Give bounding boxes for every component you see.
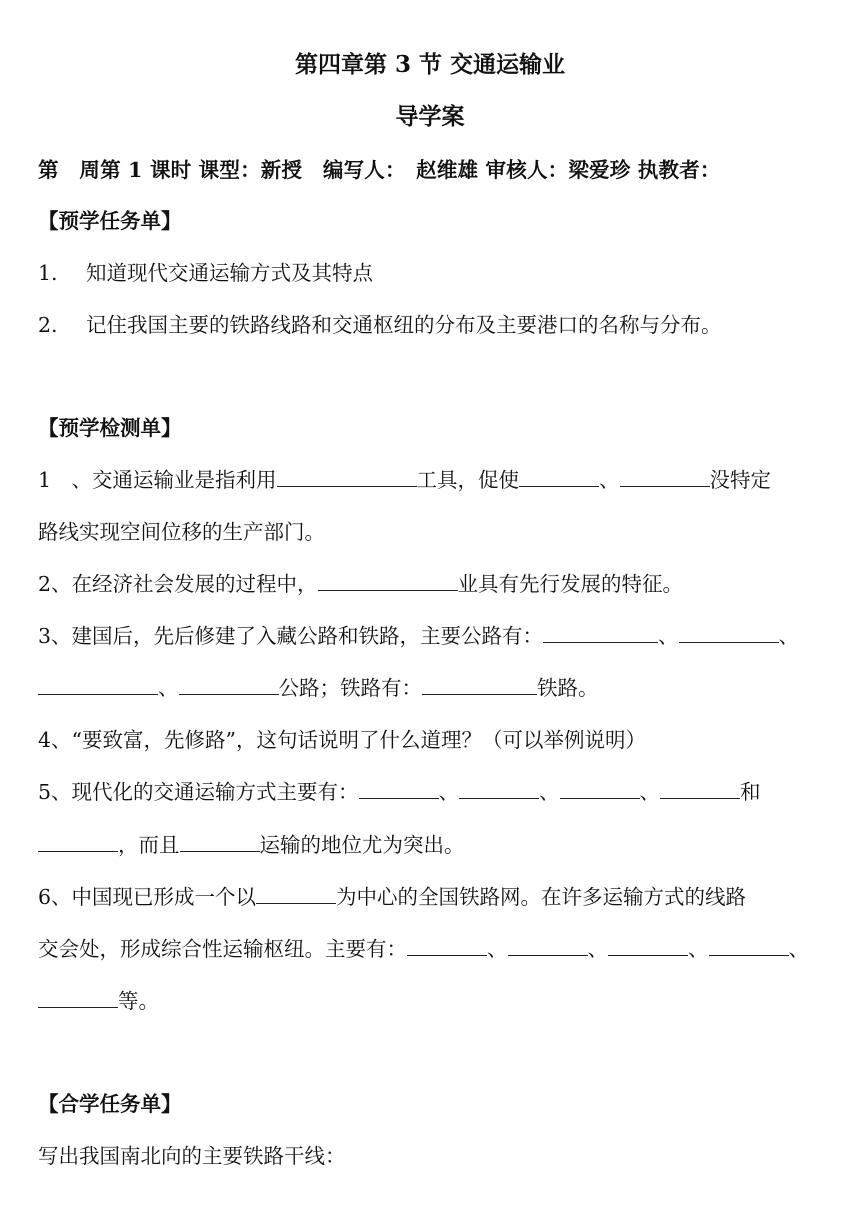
item-text: 知道现代交通运输方式及其特点 xyxy=(86,261,373,285)
q1-blank-2[interactable] xyxy=(519,466,599,487)
q6-blank-4[interactable] xyxy=(608,935,688,956)
q6-blank-1[interactable] xyxy=(256,883,336,904)
item-number: 2. xyxy=(38,313,58,337)
q6-text-a: 6、中国现已形成一个以 xyxy=(38,885,257,909)
q5-blank-6[interactable] xyxy=(180,831,260,852)
q5-blank-5[interactable] xyxy=(38,831,118,852)
q1-text-b: 工具，促使 xyxy=(416,468,520,492)
preview-task-item-1 xyxy=(38,259,822,287)
q3-blank-1[interactable] xyxy=(543,622,658,643)
q3-sep: 、 xyxy=(658,624,679,648)
question-6-line-1 xyxy=(38,883,822,911)
q3-text-c: 公路；铁路有： xyxy=(278,676,422,700)
item-number: 1. xyxy=(38,261,58,285)
question-2 xyxy=(38,570,822,598)
q6-blank-3[interactable] xyxy=(508,935,588,956)
q1-blank-3[interactable] xyxy=(620,466,710,487)
q3-text-a: 3、建国后，先后修建了入藏公路和铁路，主要公路有： xyxy=(38,624,544,648)
question-3-line-2 xyxy=(38,674,822,702)
page-title: 第四章第 3 节 交通运输业 xyxy=(294,51,566,78)
question-6-line-3 xyxy=(38,987,822,1015)
q5-sep: 、 xyxy=(438,780,460,804)
q2-blank[interactable] xyxy=(318,570,458,591)
q3-blank-4[interactable] xyxy=(179,674,279,695)
question-4: 4、“要致富，先修路”，这句话说明了什么道理？（可以举例说明） xyxy=(38,728,647,752)
question-5-line-2 xyxy=(38,831,822,859)
q1-text-c: 、 xyxy=(599,468,620,492)
meta-line: 第 周第 1 课时 课型：新授 编写人： 赵维雄 审核人：梁爱珍 执教者： xyxy=(38,158,721,182)
q2-text-b: 业具有先行发展的特征。 xyxy=(457,572,684,596)
page-subtitle: 导学案 xyxy=(395,103,465,130)
q6-blank-6[interactable] xyxy=(38,987,118,1008)
item-text: 记住我国主要的铁路线路和交通枢纽的分布及主要港口的名称与分布。 xyxy=(86,313,722,337)
q5-text-a: 5、现代化的交通运输方式主要有： xyxy=(38,780,359,804)
q1-blank-1[interactable] xyxy=(277,466,417,487)
q6-text-d: 等。 xyxy=(118,989,159,1013)
q5-blank-4[interactable] xyxy=(660,778,740,799)
q6-text-c: 交会处，形成综合性运输枢纽。主要有： xyxy=(38,937,407,961)
q6-sep: 、 xyxy=(587,937,608,961)
q6-sep: 、 xyxy=(788,937,809,961)
question-3-line-1 xyxy=(38,622,822,650)
q5-text-c: ，而且 xyxy=(118,833,180,857)
q3-text-d: 铁路。 xyxy=(537,676,599,700)
q3-blank-5[interactable] xyxy=(422,674,537,695)
q2-text-a: 2、在经济社会发展的过程中， xyxy=(38,572,318,596)
q5-sep: 、 xyxy=(639,780,661,804)
q3-blank-2[interactable] xyxy=(679,622,779,643)
q3-sep: 、 xyxy=(158,676,179,700)
q6-sep: 、 xyxy=(487,937,508,961)
question-6-line-2 xyxy=(38,935,822,963)
preview-check-heading: 【预学检测单】 xyxy=(38,416,182,440)
question-5-line-1 xyxy=(38,778,822,806)
q5-and: 和 xyxy=(740,780,761,804)
question-1-line-2: 路线实现空间位移的生产部门。 xyxy=(38,520,325,544)
q5-text-d: 运输的地位尤为突出。 xyxy=(259,833,465,857)
q5-blank-1[interactable] xyxy=(359,778,439,799)
q3-sep: 、 xyxy=(778,624,800,648)
question-1-line-1 xyxy=(38,466,822,494)
q6-blank-5[interactable] xyxy=(709,935,789,956)
cooperative-task-line-1: 写出我国南北向的主要铁路干线： xyxy=(38,1144,346,1168)
q1-text-d: 没特定 xyxy=(709,468,772,492)
q1-text-a: 1 、交通运输业是指利用 xyxy=(38,468,277,492)
q5-blank-2[interactable] xyxy=(459,778,539,799)
cooperative-tasks-heading: 【合学任务单】 xyxy=(38,1092,182,1116)
q6-text-b: 为中心的全国铁路网。在许多运输方式的线路 xyxy=(336,885,747,909)
q5-blank-3[interactable] xyxy=(560,778,640,799)
q5-sep: 、 xyxy=(539,780,560,804)
preview-tasks-heading: 【预学任务单】 xyxy=(38,209,182,233)
q3-blank-3[interactable] xyxy=(38,674,158,695)
q6-sep: 、 xyxy=(688,937,709,961)
q6-blank-2[interactable] xyxy=(407,935,487,956)
preview-task-item-2 xyxy=(38,311,822,339)
